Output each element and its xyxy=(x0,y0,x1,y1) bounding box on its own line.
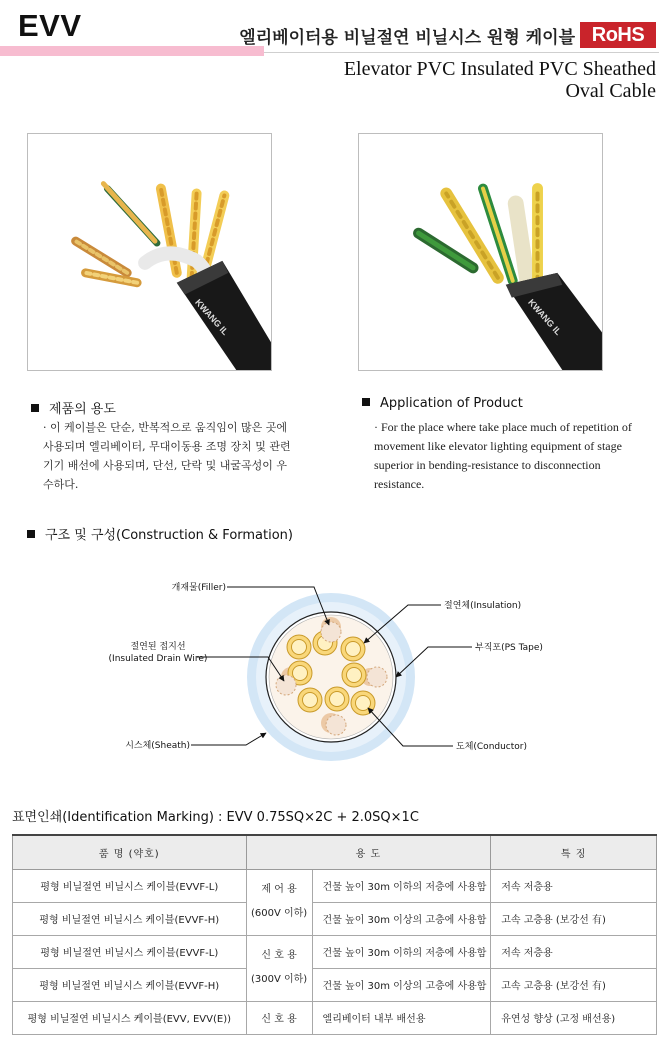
label-sheath: 시스체(Sheath) xyxy=(125,741,190,751)
title-english-line2: Oval Cable xyxy=(565,80,656,102)
header-divider xyxy=(264,52,659,53)
col-header-name: 품 명 (약호) xyxy=(13,835,247,869)
label-conductor: 도체(Conductor) xyxy=(456,742,528,752)
cell-voltage-type: 신 호 용 xyxy=(261,950,297,961)
label-filler: 개재물(Filler) xyxy=(171,583,226,593)
brand-print-left: KWANG IL xyxy=(193,297,231,338)
cell-name: 평형 비닐절연 비닐시스 케이블(EVVF-H) xyxy=(13,968,247,1001)
application-heading-en-text: Application of Product xyxy=(380,396,523,411)
table-row xyxy=(13,869,657,902)
product-photo-right xyxy=(358,133,603,371)
cell-feature: 저속 저층용 xyxy=(491,935,657,968)
product-code: EVV xyxy=(18,8,82,43)
cell-voltage xyxy=(246,935,312,1001)
title-english xyxy=(344,58,656,102)
cell-use: 건물 높이 30m 이하의 저층에 사용함 xyxy=(312,869,491,902)
col-header-use: 용 도 xyxy=(246,835,491,869)
label-insulation: 절연체(Insulation) xyxy=(444,601,522,611)
spec-table xyxy=(12,834,657,1035)
rohs-badge: RoHS xyxy=(580,22,656,48)
table-row xyxy=(13,1001,657,1034)
brand-print-right: KWANG IL xyxy=(526,297,564,338)
title-korean: 엘리베이터용 비닐절연 비닐시스 원형 케이블 xyxy=(239,28,575,48)
cell-feature: 고속 고층용 (보강선 有) xyxy=(491,902,657,935)
cell-name: 평형 비닐절연 비닐시스 케이블(EVVF-L) xyxy=(13,935,247,968)
construction-heading-text: 구조 및 구성(Construction & Formation) xyxy=(45,528,293,543)
table-row xyxy=(13,935,657,968)
cell-voltage: 신 호 용 xyxy=(246,1001,312,1034)
application-body-ko: · 이 케이블은 단순, 반복적으로 움직임이 많은 곳에 사용되며 엘리베이터, 무대이동용 조명 장치 및 관련기기 배선에 사용되며, 단선, 단락 및 내굴곡성이 우수하다. xyxy=(43,421,291,491)
cell-name: 평형 비닐절연 비닐시스 케이블(EVV, EVV(E)) xyxy=(13,1001,247,1034)
cell-voltage-rating: (300V 이하) xyxy=(250,974,308,985)
application-body-en: · For the place where take place much of repetition of movement like elevator lighting equipment of stage superior in bending-resistance to disconnection resistance. xyxy=(374,420,632,491)
accent-bar xyxy=(0,46,264,56)
cell-use: 건물 높이 30m 이상의 고층에 사용함 xyxy=(312,968,491,1001)
title-english-line1: Elevator PVC Insulated PVC Sheathed xyxy=(343,58,656,80)
construction-heading xyxy=(27,524,293,543)
cell-voltage-rating: (600V 이하) xyxy=(250,908,308,919)
cell-name: 평형 비닐절연 비닐시스 케이블(EVVF-L) xyxy=(13,869,247,902)
col-header-feature: 특 징 xyxy=(491,835,657,869)
table-row xyxy=(13,968,657,1001)
cell-voltage-type: 제 어 용 xyxy=(261,884,297,895)
bullet-square-icon xyxy=(31,404,39,412)
label-drain-wire-en: (Insulated Drain Wire) xyxy=(108,654,208,664)
cell-voltage xyxy=(246,869,312,935)
cell-feature: 고속 고층용 (보강선 有) xyxy=(491,968,657,1001)
application-heading-ko-text: 제품의 용도 xyxy=(49,402,116,417)
application-heading-en xyxy=(362,396,523,411)
cell-feature: 유연성 향상 (고정 배선용) xyxy=(491,1001,657,1034)
table-header-row xyxy=(13,835,657,869)
bullet-square-icon xyxy=(27,530,35,538)
application-heading-ko xyxy=(31,398,116,417)
table-row xyxy=(13,902,657,935)
product-photo-left xyxy=(27,133,272,371)
cell-use: 건물 높이 30m 이상의 고층에 사용함 xyxy=(312,902,491,935)
cell-name: 평형 비닐절연 비닐시스 케이블(EVVF-H) xyxy=(13,902,247,935)
identification-marking: 표면인쇄(Identification Marking) : EVV 0.75SQ×2C + 2.0SQ×1C xyxy=(12,810,419,825)
label-drain-wire-ko: 절연된 접지선 xyxy=(130,642,186,652)
bullet-square-icon xyxy=(362,398,370,406)
cell-use: 건물 높이 30m 이하의 저층에 사용함 xyxy=(312,935,491,968)
label-ps-tape: 부직포(PS Tape) xyxy=(475,643,543,653)
cross-section-diagram xyxy=(0,565,670,780)
cell-use: 엘리베이터 내부 배선용 xyxy=(312,1001,491,1034)
cell-feature: 저속 저층용 xyxy=(491,869,657,902)
